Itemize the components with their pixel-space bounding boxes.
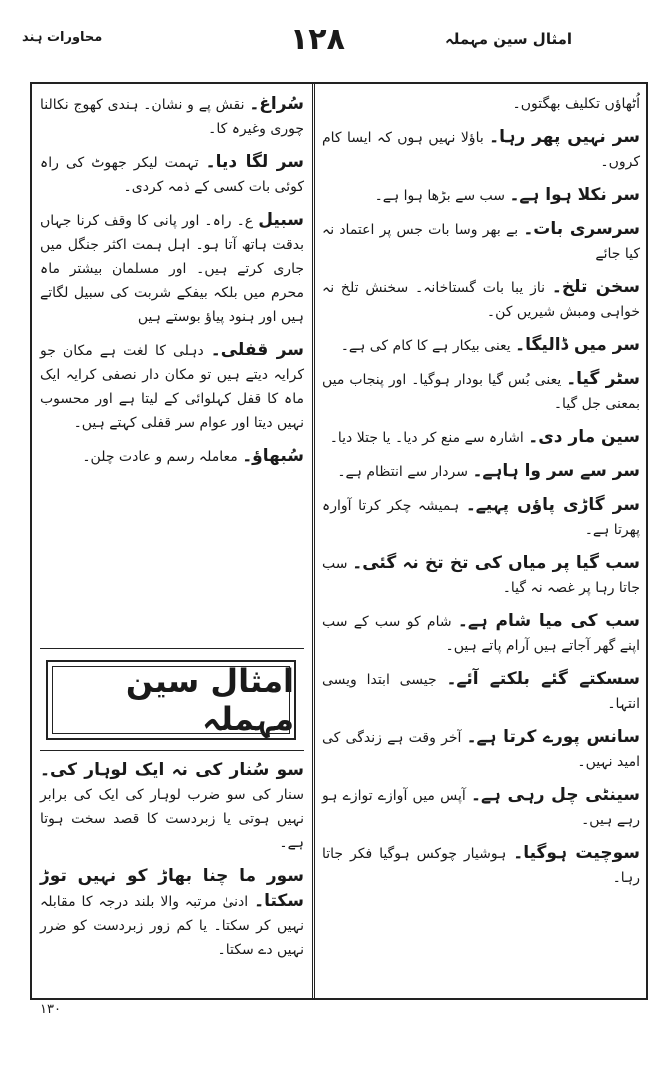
entry-definition: ادنیٰ مرتبہ والا بلند درجہ کا مقابلہ نہیں کر سکتا۔ یا کم زور زبردست کو ضرر نہیں دے سکتا۔	[40, 894, 304, 958]
entry-definition: باؤلا نہیں ہوں کہ ایسا کام کروں۔	[322, 130, 640, 170]
entry-definition: ناز یبا بات گستاخانہ۔ سخنش تلخ نہ خواہی ومبش شیریں کن۔	[322, 280, 640, 320]
entry-term: سب کی میا شام ہے۔	[457, 611, 640, 631]
section-heading: امثال سین مہملہ	[125, 662, 294, 738]
entry	[322, 367, 640, 416]
entry-definition: دہلی کا لغت ہے مکان جو کرایہ دیتے ہیں تو مکان دار نصفی کرایہ ایک ماہ کا قفل کہلوائی کے لیتا ہے اور محسوب نہیں دیتا اور عوام سر قفلی کہتے ہیں۔	[40, 343, 304, 431]
entry-definition: ع۔ راہ۔ اور پانی کا وقف کرنا جہاں بدقت ہاتھ آتا ہو۔ اہل ہمت اکثر جنگل میں جاری کرتے ہیں۔ اور مسلمان بیشتر ماہ محرم میں بلکہ بیفکے شربت کی سبیل لگاتے ہیں اور ہنود پیاؤ بوستے ہیں	[40, 213, 304, 325]
entry	[322, 92, 640, 116]
entry-definition: یعنی بیکار ہے کا کام کی ہے۔	[340, 338, 511, 354]
entry	[40, 92, 304, 141]
entry	[40, 150, 304, 199]
entry-term: سر نہیں پھر رہا۔	[489, 127, 640, 147]
entry-term: سین مار دی۔	[528, 427, 640, 447]
entry-definition: ہوشیار چوکس ہوگیا فکر جاتا رہا۔	[322, 846, 640, 886]
entry-term: سُراغ۔	[249, 94, 305, 114]
entry-term: سر میں ڈالیگا۔	[515, 335, 640, 355]
entry-definition: اشارہ سے منع کر دیا۔ یا جتلا دیا۔	[329, 430, 524, 446]
entry-term: سبیل	[258, 210, 304, 230]
entry-definition: یعنی بُس گیا بودار ہوگیا۔ اور پنجاب میں بمعنی جل گیا۔	[322, 372, 640, 412]
footer-page-note: ۱۳۰	[40, 1002, 61, 1017]
entry-definition: جیسی ابتدا ویسی انتہا۔	[322, 672, 640, 712]
entry	[40, 758, 304, 855]
entry	[322, 783, 640, 832]
entry	[322, 275, 640, 324]
entry	[322, 609, 640, 658]
entry	[322, 493, 640, 542]
entry-term: سر قفلی۔	[210, 340, 304, 360]
entry-definition: شام کو سب کے سب اپنے گھر آجاتے ہیں آرام پاتے ہیں۔	[322, 614, 640, 654]
entry-term: سینٹی چل رہی ہے۔	[470, 785, 640, 805]
entry	[322, 425, 640, 450]
entry-term: سوچیت ہوگیا۔	[513, 843, 640, 863]
entry-definition: آپس میں آوازے توازے ہو رہے ہیں۔	[322, 788, 640, 828]
entry-definition: تہمت لیکر جھوٹ کی راہ کوئی بات کسی کے ذمہ کردی۔	[40, 155, 304, 195]
entry-term: سٹر گیا۔	[566, 369, 640, 389]
left-column-top	[40, 92, 304, 478]
entry-definition: سنار کی سو ضرب لوہار کی ایک کی برابر نہیں ہوتی یا زبردست کا قصد سخت ہوتا ہے۔	[40, 787, 304, 851]
entry	[322, 125, 640, 174]
entry-term: سرسری بات۔	[523, 219, 640, 239]
entry	[322, 183, 640, 208]
entry-definition: معاملہ رسم و عادت چلن۔	[82, 449, 238, 465]
entry-definition: سب جاتا رہا پر غصہ نہ گیا۔	[322, 556, 640, 596]
entry	[322, 725, 640, 774]
entry-definition: اُٹھاؤں تکلیف بھگتوں۔	[512, 96, 640, 112]
entry	[322, 459, 640, 484]
entry	[322, 551, 640, 600]
entry-term: سُبھاؤ۔	[242, 446, 304, 466]
entry-term: سور ما چنا بھاڑ کو نہیں توڑ سکتا۔	[40, 866, 304, 911]
section-rule-top	[40, 648, 304, 649]
entry-term: سر گاڑی پاؤں پہیے۔	[465, 495, 641, 515]
entry-term: سانس پورے کرتا ہے۔	[466, 727, 640, 747]
column-divider	[312, 82, 315, 1000]
entry	[40, 864, 304, 962]
entry	[322, 217, 640, 266]
entry	[322, 333, 640, 358]
entry-term: سخن تلخ۔	[551, 277, 640, 297]
entry	[322, 667, 640, 716]
entry-term: سب گیا پر میاں کی تخ تخ نہ گئی۔	[352, 553, 640, 573]
entry	[40, 208, 304, 329]
entry-definition: بے بھر وسا بات جس پر اعتماد نہ کیا جائے	[322, 222, 640, 262]
entry-term: سو سُنار کی نہ ایک لوہار کی۔	[40, 760, 304, 780]
entry	[40, 444, 304, 469]
right-column	[322, 92, 640, 899]
entry-term: سر لگا دیا۔	[205, 152, 305, 172]
entry-term: سر نکلا ہوا ہے۔	[509, 185, 640, 205]
entry-term: سسکتے گئے بلکتے آئے۔	[446, 669, 640, 689]
section-heading-box	[46, 660, 296, 740]
left-column-bottom	[40, 758, 304, 971]
entry-definition: سردار سے انتظام ہے۔	[337, 464, 468, 480]
entry	[322, 841, 640, 890]
entry-definition: سب سے بڑھا ہوا ہے۔	[374, 188, 505, 204]
entry-term: سر سے سر وا ہاہے۔	[472, 461, 640, 481]
entry-definition: ہمیشہ چکر کرتا آوارہ پھرتا ہے۔	[322, 498, 640, 538]
entry-definition: آخر وقت ہے زندگی کی امید نہیں۔	[322, 730, 640, 770]
entry	[40, 338, 304, 435]
page-number: ۱۲۸	[290, 22, 345, 57]
running-book-title: محاورات ہند	[22, 30, 103, 45]
section-rule-bottom	[40, 750, 304, 751]
running-section-name: امثال سین مہملہ	[444, 30, 572, 48]
entry-definition: نقش پے و نشان۔ ہندی کھوج نکالنا چوری وغیرہ کا۔	[40, 97, 304, 137]
